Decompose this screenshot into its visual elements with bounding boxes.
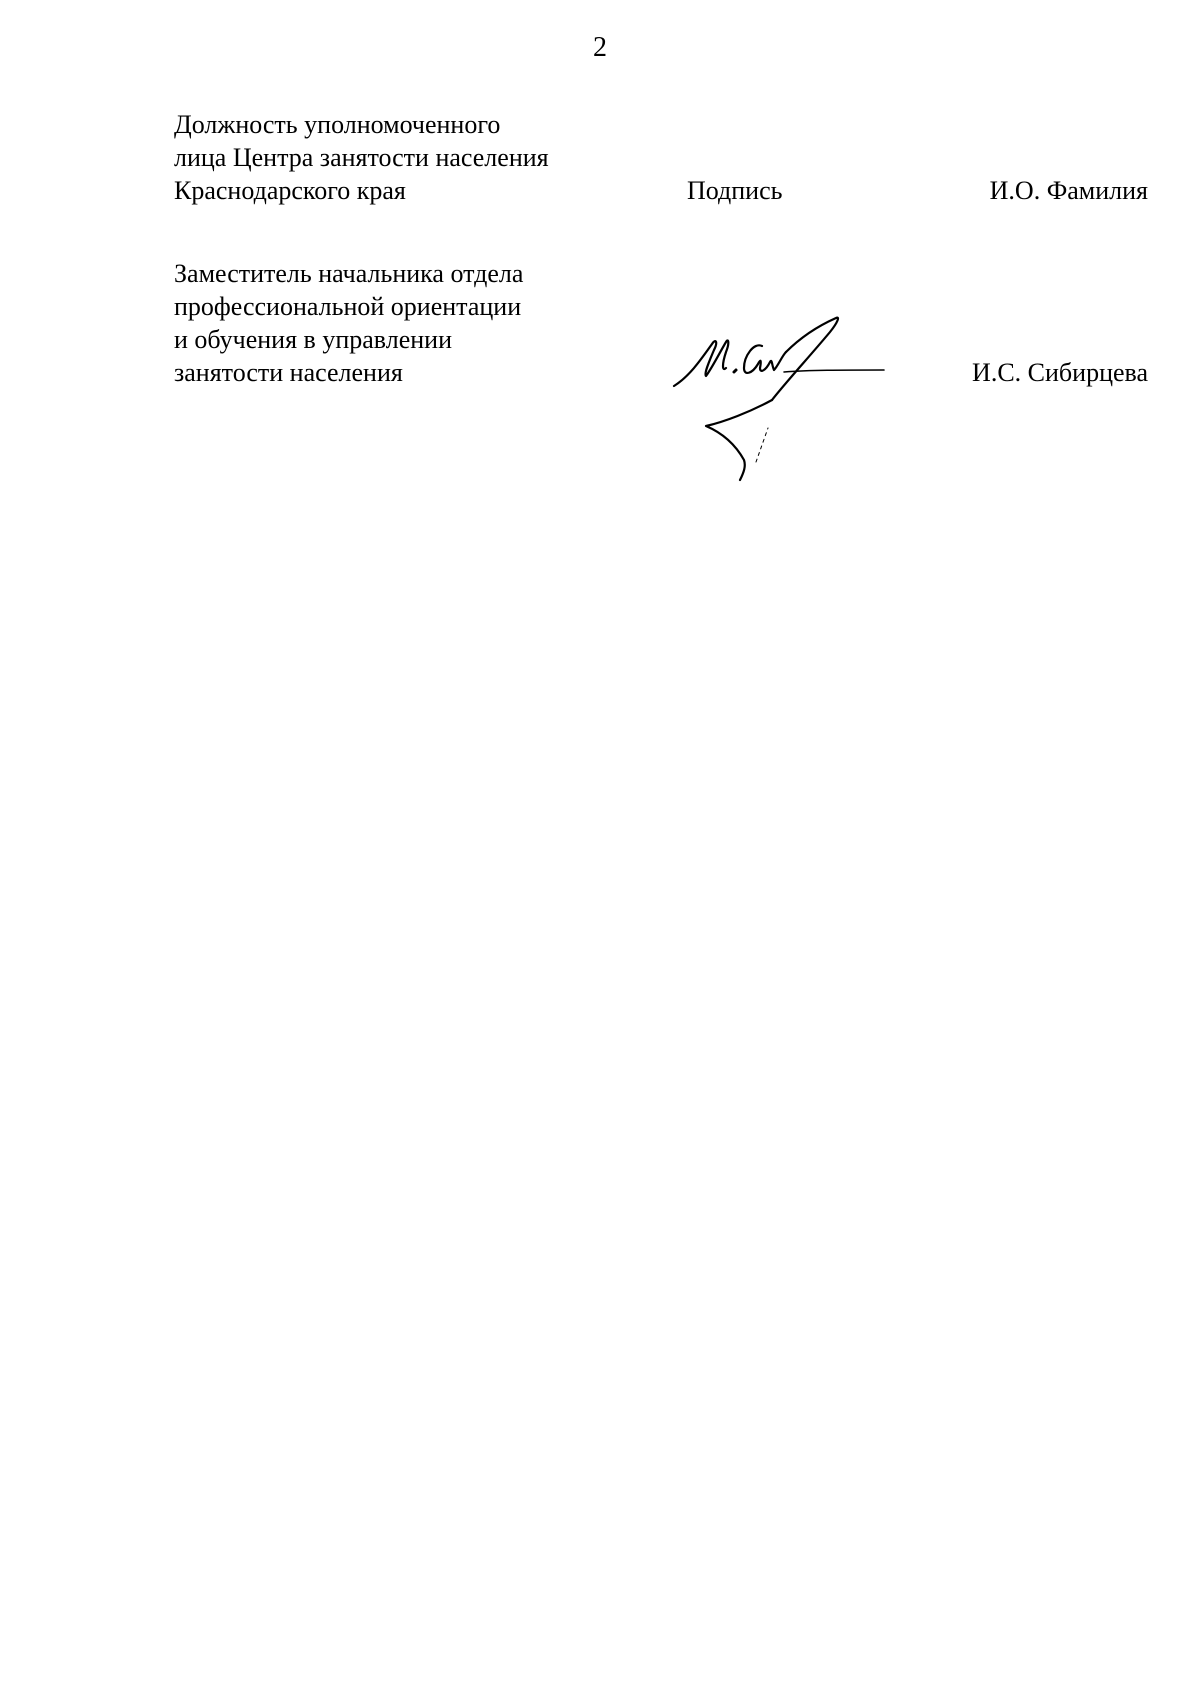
signature-placeholder-label: Подпись	[687, 176, 783, 205]
position-line: Краснодарского края	[174, 176, 406, 205]
position-line: Заместитель начальника отдела	[174, 259, 524, 288]
position-line: занятости населения	[174, 358, 403, 387]
signatory-2-name: И.С. Сибирцева	[972, 358, 1148, 387]
signatory-1-position	[174, 108, 549, 207]
position-line: и обучения в управлении	[174, 325, 452, 354]
position-line: профессиональной ориентации	[174, 292, 522, 321]
position-line: Должность уполномоченного	[174, 110, 501, 139]
position-line: лица Центра занятости населения	[174, 143, 549, 172]
signatory-2-position	[174, 257, 523, 389]
page-number: 2	[593, 32, 607, 63]
signatory-1-name: И.О. Фамилия	[989, 176, 1148, 205]
handwritten-signature	[660, 312, 900, 492]
